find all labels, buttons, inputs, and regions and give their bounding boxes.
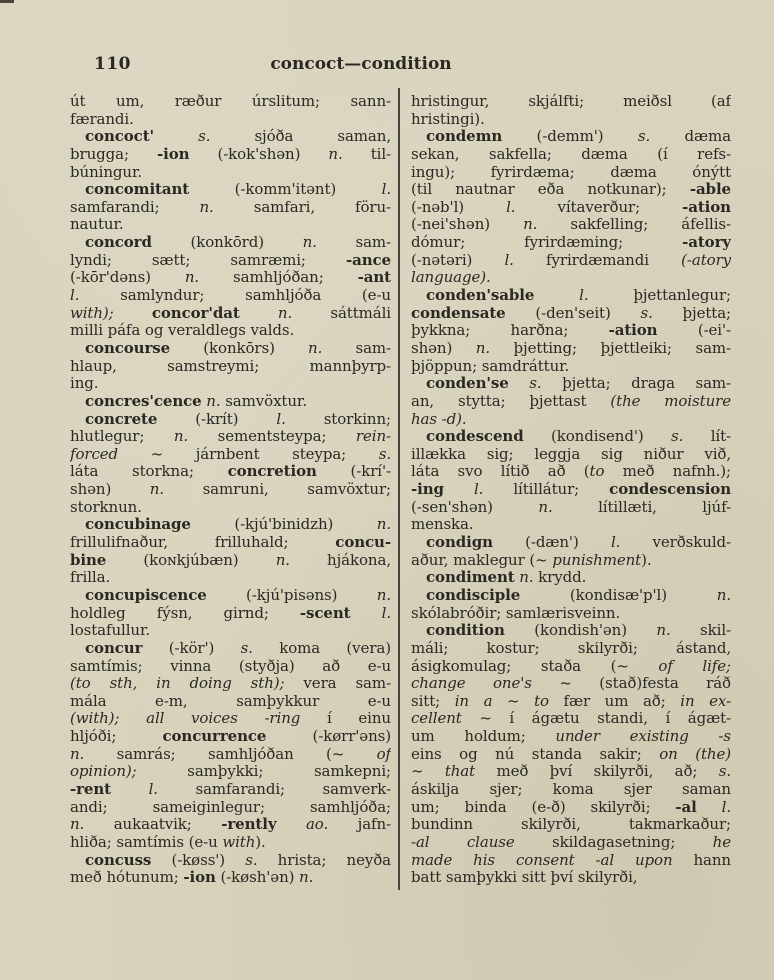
text-line: change one's ~ (stað)festa ráð bbox=[411, 675, 731, 693]
text-line: shən) n. samruni, samvöxtur; bbox=[70, 481, 391, 499]
text-line: frilla. bbox=[70, 569, 111, 587]
text-line: concur (-kör') s. koma (vera) bbox=[85, 639, 391, 657]
text-line: milli páfa og veraldlegs valds. bbox=[70, 322, 295, 340]
text-line: concomitant (-komm'itənt) l. bbox=[85, 181, 391, 199]
text-line: (to sth, in doing sth); vera sam- bbox=[70, 675, 391, 693]
text-line: ing. bbox=[70, 375, 99, 393]
text-line: hlutlegur; n. sementsteypa; rein- bbox=[70, 428, 391, 446]
text-line: conden'se s. þjetta; draga sam- bbox=[426, 375, 731, 393]
page-number: 110 bbox=[94, 54, 131, 74]
text-line: (til nautnar eða notkunar); -able bbox=[411, 181, 731, 199]
text-line: condign (-dæn') l. verðskuld- bbox=[426, 534, 731, 552]
text-line: with); concor'dat n. sáttmáli bbox=[70, 304, 391, 322]
text-line: (-kōr'dəns) n. samhljóðan; -ant bbox=[70, 269, 391, 287]
text-line: (-nətəri) l. fyrirdæmandi (-atory bbox=[411, 251, 731, 269]
text-line: condescend (kondisend') s. lít- bbox=[426, 428, 731, 446]
running-head: concoct—condition bbox=[270, 54, 452, 74]
text-line: eins og nú standa sakir; on (the) bbox=[411, 745, 731, 763]
text-line: bundinn skilyrði, takmarkaður; bbox=[411, 816, 731, 834]
text-line: condemn (-demm') s. dæma bbox=[426, 128, 731, 146]
text-line: lostafullur. bbox=[70, 622, 151, 640]
text-line: þjöppun; samdráttur. bbox=[411, 357, 570, 375]
text-line: máli; kostur; skilyrði; ástand, bbox=[411, 639, 731, 657]
text-line: n. aukaatvik; -rently ao. jafn- bbox=[70, 816, 391, 834]
text-line: concourse (konkōrs) n. sam- bbox=[85, 339, 391, 357]
text-line: hristingur, skjálfti; meiðsl (af bbox=[411, 93, 731, 110]
text-line: (-sen'shən) n. lítillæti, ljúf- bbox=[411, 498, 731, 516]
text-line: made his consent -al upon hann bbox=[411, 851, 731, 869]
text-line: conden'sable l. þjettanlegur; bbox=[426, 287, 731, 305]
text-line: -rent l. samfarandi; samverk- bbox=[70, 780, 391, 798]
text-line: láta storkna; concretion (-krí'- bbox=[70, 463, 391, 481]
text-line: um holdum; under existing -s bbox=[411, 728, 731, 746]
text-line: concord (konkōrd) n. sam- bbox=[85, 234, 391, 252]
text-line: hljóði; concurrence (-kørr'əns) bbox=[70, 728, 391, 746]
text-line: storknun. bbox=[70, 498, 142, 516]
text-line: language). bbox=[411, 269, 491, 287]
text-line: (-nəb'l) l. vítaverður; -ation bbox=[411, 198, 731, 216]
text-line: batt samþykki sitt því skilyrði, bbox=[411, 869, 638, 887]
text-line: búningur. bbox=[70, 163, 143, 181]
text-line: condensate (-den'seit) s. þjetta; bbox=[411, 304, 731, 322]
text-line: -ing l. lítillátur; condescension bbox=[411, 481, 731, 499]
text-line: shən) n. þjetting; þjettleiki; sam- bbox=[411, 339, 731, 357]
text-line: færandi. bbox=[70, 110, 134, 128]
text-line: bine (koɴkjúbæn) n. hjákona, bbox=[70, 551, 391, 569]
text-line: concoct' s. sjóða saman, bbox=[85, 128, 391, 146]
text-line: samtímis; vinna (styðja) að e-u bbox=[70, 657, 391, 675]
text-line: concres'cence n. samvöxtur. bbox=[85, 392, 308, 410]
text-line: menska. bbox=[411, 516, 474, 534]
text-line: þykkna; harðna; -ation (-ei'- bbox=[411, 322, 731, 340]
text-line: sitt; in a ~ to fær um að; in ex- bbox=[411, 692, 731, 710]
text-line: ásigkomulag; staða (~ of life; bbox=[411, 657, 731, 675]
text-line: concrete (-krít) l. storkinn; bbox=[85, 410, 391, 428]
scan-artifact bbox=[0, 0, 14, 3]
text-line: áskilja sjer; koma sjer saman bbox=[411, 780, 731, 798]
text-line: um; binda (e-ð) skilyrði; -al l. bbox=[411, 798, 731, 816]
text-line: aður, maklegur (~ punishment). bbox=[411, 551, 652, 569]
text-line: opinion); samþykki; samkepni; bbox=[70, 763, 391, 781]
text-line: condisciple (kondisæ'p'l) n. bbox=[426, 586, 731, 604]
text-line: frillulifnaður, frilluhald; concu- bbox=[70, 534, 391, 552]
text-line: condiment n. krydd. bbox=[426, 569, 587, 587]
text-line: andi; sameiginlegur; samhljóða; bbox=[70, 798, 391, 816]
text-line: ~ that með því skilyrði, að; s. bbox=[411, 763, 731, 781]
text-line: n. samrás; samhljóðan (~ of bbox=[70, 745, 391, 763]
text-line: mála e-m, samþykkur e-u bbox=[70, 692, 391, 710]
text-line: samfarandi; n. samfari, föru- bbox=[70, 198, 391, 216]
text-line: hristingi). bbox=[411, 110, 485, 128]
right-column bbox=[411, 93, 731, 887]
text-line: hlaup, samstreymi; mannþyrp- bbox=[70, 357, 391, 375]
text-line: illækka sig; leggja sig niður við, bbox=[411, 445, 731, 463]
text-line: concuss (-køss') s. hrista; neyða bbox=[85, 851, 391, 869]
text-line: hliða; samtímis (e-u with). bbox=[70, 833, 266, 851]
text-line: ingu); fyrirdæma; dæma ónýtt bbox=[411, 163, 731, 181]
text-line: -al clause skildagasetning; he bbox=[411, 833, 731, 851]
text-line: holdleg fýsn, girnd; -scent l. bbox=[70, 604, 391, 622]
text-line: sekan, sakfella; dæma (í refs- bbox=[411, 145, 731, 163]
text-line: an, stytta; þjettast (the moisture bbox=[411, 392, 731, 410]
text-line: condition (kondish'ən) n. skil- bbox=[426, 622, 731, 640]
text-line: láta svo lítið að (to með nafnh.); bbox=[411, 463, 731, 481]
text-line: dómur; fyrirdæming; -atory bbox=[411, 234, 731, 252]
text-line: nautur. bbox=[70, 216, 124, 234]
column-divider bbox=[398, 88, 400, 890]
text-line: forced ~ járnbent steypa; s. bbox=[70, 445, 391, 463]
text-line: skólabróðir; samlærisveinn. bbox=[411, 604, 621, 622]
left-column bbox=[70, 93, 391, 887]
text-line: (with); all voices -ring í einu bbox=[70, 710, 391, 728]
text-line: has -d). bbox=[411, 410, 467, 428]
text-line: lyndi; sætt; samræmi; -ance bbox=[70, 251, 391, 269]
text-line: út um, ræður úrslitum; sann- bbox=[70, 93, 391, 110]
text-line: með hótunum; -ion (-køsh'ən) n. bbox=[70, 869, 314, 887]
text-line: l. samlyndur; samhljóða (e-u bbox=[70, 287, 391, 305]
text-line: (-nei'shən) n. sakfelling; áfellis- bbox=[411, 216, 731, 234]
text-line: cellent ~ í ágætu standi, í ágæt- bbox=[411, 710, 731, 728]
text-line: concupiscence (-kjú'pisəns) n. bbox=[85, 586, 391, 604]
text-line: concubinage (-kjú'binidzh) n. bbox=[85, 516, 391, 534]
text-line: brugga; -ion (-kok'shən) n. til- bbox=[70, 145, 391, 163]
